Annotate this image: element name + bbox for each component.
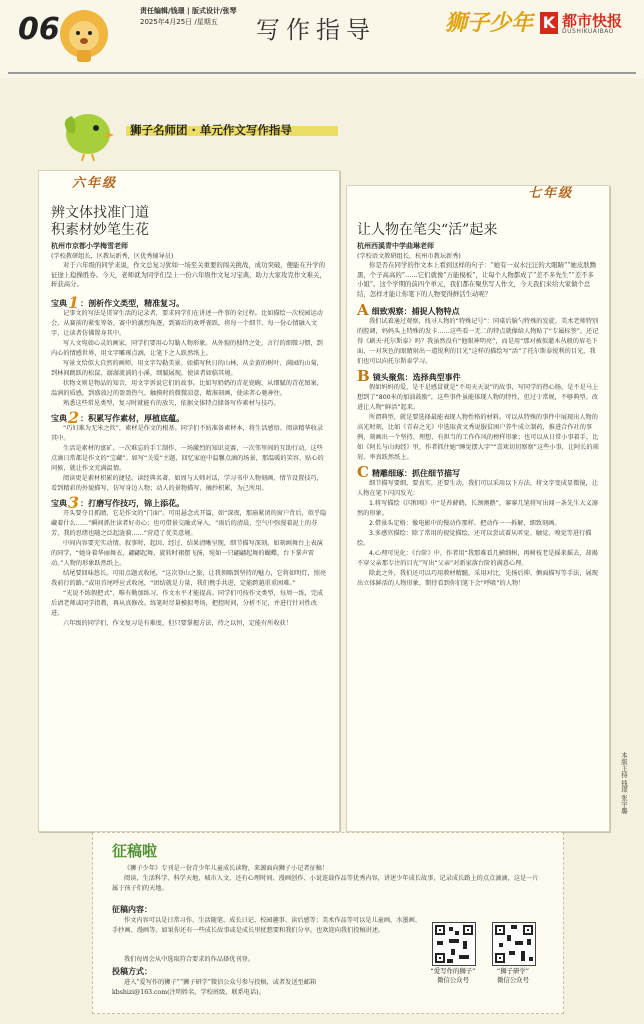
paragraph: 3.多感官描绘：除了常用的视觉描绘，还可以尝试着从听觉、触觉、嗅觉等进行描绘。 — [357, 530, 592, 547]
article-author: 杭州西溪青中学曲琳老师 — [357, 242, 434, 250]
article-author: 杭州市京都小学梅雪老师 — [51, 242, 128, 250]
method-heading — [357, 463, 599, 481]
brand-logotype: 狮子少年 — [445, 10, 534, 36]
paragraph: 记事文的写法是贯穿生活的记录者，要求同学们在讲述一件事的全过程。比如描绘一次校园运动会，从赛前的紧张筹备，赛中的激烈角逐，到赛后的欢呼雀跃，将每一个细节、每一份心情融入文字，让读者仿佛置身其中。 — [51, 309, 323, 337]
treasure-heading — [51, 407, 327, 427]
paragraph: “巧妇难为无米之炊”，素材是作文的根基。同学们不妨准备素材本，将生活感悟、阅读精华收录其中。 — [51, 424, 324, 442]
paragraph: 结尾要回味悠长。可用点题式收尾，“这次登山之旅，让我领略到坚持的魅力，它将如明灯，照亮我前行的路。”或用首尾呼应式收尾，“团结就是力量，我们携手共进，定能跨越重重困难。” — [51, 569, 327, 587]
method-title: 精雕细琢：抓住细节描写 — [371, 469, 460, 478]
qr-label-line1: “狮子研学” — [496, 967, 530, 975]
page-host-credits: 本版主持 钱璟 张宇璐 — [620, 752, 628, 814]
newspaper-name: 都市快报 — [562, 12, 623, 30]
paragraph: 假如妈妈的爱，是不是感冒就是“不用天天说”的故事，写同学的热心肠，是不是马上想到了“800米的加油鼓励”，这些事件虽能体现人物的特性，但过于常规，不够典型。改进让人物“鲜活”起来。 — [357, 384, 599, 411]
header-divider — [8, 72, 636, 74]
treasure-label: 宝典 — [51, 298, 67, 308]
banner-title: 狮子名师团 · 单元作文写作指导 — [130, 123, 292, 137]
treasure-label: 宝典 — [51, 413, 67, 423]
grade6-article-card — [38, 170, 340, 832]
article-title-line2: 积素材妙笔生花 — [51, 222, 149, 238]
method-letter: C — [357, 463, 369, 481]
issue-date: 2025年4月25日 /星期五 — [140, 18, 218, 26]
qr-code-icon[interactable] — [432, 922, 476, 966]
newspaper-logo-mark: K — [540, 12, 558, 34]
qr-label-line2: 微信公众号 — [437, 976, 469, 984]
lion-mascot-icon — [58, 6, 110, 64]
paragraph: 2.借景头定格：像电影中的慢动作那样，把动作一一拆解，细致刻画。 — [369, 520, 561, 527]
paragraph: 除此之外，我们还可以巧用教材精髓，采用对比，先扬后抑、侧面描写等手法，展现出立体鲜活的人物形象，期待看到你们笔下会“呼吸”的人物！ — [357, 570, 598, 587]
paragraph: 我们试着通过观察，找寻人物的“特殊记号”：同桌后脑勺特殊的发旋，美术老师特别的腔调，妈妈头上特殊的发卡……这些看一无二的特点就像给人物贴了“专属标签”。还记得《刷天·托尔斯泰》吗？我虽然没有“他眼神明亮”，而是用“那对被似灌木丛般的眉毛下面，一对灰色的眼睛射出一道锐利的目光”这样的描绘写“活”了托尔斯泰锐利的目光，我们也可以向托尔斯泰学习。 — [357, 318, 599, 365]
bird-mascot-icon — [58, 102, 116, 162]
method-title: 镜头聚焦：选择典型事件 — [372, 373, 461, 382]
paragraph: 写景文恰似大自然的画师，用文字勾勒美景。如描写秋日的山林，从金黄的树叶、满园的山菊，到林间跳跃的松鼠、潺潺流淌的小溪，细腻展现，使读者如临其境。 — [51, 359, 323, 377]
newspaper-pinyin: DUSHIKUAIBAO — [562, 28, 614, 35]
qr-label-line2: 微信公众号 — [497, 976, 529, 984]
paragraph: 所谓典型，就是要选择最能表现人物性格的材料。可以从特殊的事件中展现出人物的高光时刻，比如《青春之光》中选取黄文秀说服贫困户养牛成立制药，推进合作社的事例，刻画出一个坚持、理想、有担当的工作作风的榜样形象；也可以从日常小事着手，比如《阿长与山海经》里，作者抓住她“睡觉摆大字”“喜欢切切察察”这些小事，让阿长的琐屑、率真跃然纸上。 — [357, 414, 599, 461]
paragraph: 细节描写要细，要真实，还要生动。我们可以采用以下方法，将文字变成显微镜，让人物在笔下闪闪发光： — [357, 480, 598, 497]
treasure-number: 2 — [68, 407, 80, 427]
method-heading — [357, 301, 599, 319]
treasure-heading — [51, 292, 327, 312]
qr-label-line1: “爱写作的狮子” — [430, 967, 476, 975]
method-title: 细致观察：捕捉人物特点 — [371, 307, 460, 316]
qr-code-icon[interactable] — [492, 922, 536, 966]
grade7-label: 七年级 — [528, 186, 574, 201]
call-content-heading: 征稿内容： — [112, 905, 152, 914]
qr-label-study — [483, 967, 543, 985]
article-author-unit: (学校语文教研组长，杭州市教坛新秀) — [357, 253, 461, 260]
treasure-label: 宝典 — [51, 498, 67, 508]
article-title: 让人物在笔尖“活”起来 — [357, 222, 498, 238]
article-author-unit: (学校教研组长，区教坛新秀，区优秀辅导员) — [51, 253, 174, 260]
call-submit-heading: 投稿方式： — [112, 967, 152, 976]
call-intro-1: 《狮子少年》专刊是一份青少年儿童成长读物，来源面向狮子小记者征稿！ — [124, 865, 329, 872]
call-submit-text: 进入“爱写作的狮子”“狮子研学”微信公众号参与投稿，或者发送至邮箱 — [124, 979, 317, 986]
treasure-number: 3 — [68, 492, 80, 512]
treasure-heading — [51, 492, 327, 512]
call-content-note: 我们每周会从中选取符合要求的作品择优刊登。 — [124, 956, 254, 963]
method-heading — [357, 367, 599, 385]
article-title-line1: 辨文体找准门道 — [51, 205, 149, 221]
call-title: 征稿啦 — [112, 842, 158, 860]
grade7-article-card — [346, 185, 610, 832]
call-intro-2: 阅读，生活科学、科学天地、城市人文、还有心理时间、漫画创作、小说连载作品等优秀内容，讲述少年成长故事，记录成长路上的点点滴滴，这是一片属于孩子们的天地。 — [112, 875, 539, 892]
paragraph: “光说不练假把式”，唯有勤加练习，作文水平才能提高。同学们可按作文类型，每周一练，完成后请老师或同学指教，再从真修改。练笔时尽量模拟考场，把控时间，分析不足，并进行针对性改进。 — [51, 589, 324, 617]
method-letter: A — [357, 301, 369, 319]
method-letter: B — [357, 367, 370, 385]
paragraph: 中间内容要充实动情。叙事时，起因、经过、结果清晰呈现，细节描写深刻。如刻画舞台上表演的同学，“她身着华丽舞衣，翩翩起舞，旋转时裙摆飞扬，宛如一只翩翩起舞的蝴蝶，台下掌声雷动。”人物的形象跃然纸上。 — [51, 539, 323, 567]
editor-credit: 责任编辑/钱璟 | 版式设计/张琴 — [140, 7, 237, 15]
submission-email[interactable]: kbshizi@163.com(注明姓名、学校班级、联系电话)。 — [112, 989, 265, 996]
paragraph: 生活是素材的富矿。一次难忘的手工制作、一场激烈的知识竞赛，一次邻里间的互助行动，这些点滴日常都是作文的“宝藏”。如写“关爱”主题，回忆家庭中温馨点滴的场景，那温暖的笑容、贴心的问候，就让作文充满温情。 — [51, 444, 324, 472]
treasure-title: ：剖析作文类型，精准复习。 — [80, 298, 185, 308]
paragraph: 4.心理可见化：《台阶》中，作者用“我那难看几横细树，再树枝老是摇来摇去，却揭不穿父亲那专注的目光”写出“父亲”对新家落台阶的满意心理。 — [357, 550, 598, 567]
paragraph: 写人文宛如心灵的画家，同学们要用心勾勒人物形象。从外貌的独特之处，言行的细微习惯，到内心的情感世界，用文字雕琢点滴，让笔下之人跃然纸上。 — [51, 339, 323, 357]
paragraph: 熟悉这些常见类型，复习时就能有的放矢，依据文体特点储备写作素材与技巧。 — [63, 399, 280, 407]
treasure-title: ：积累写作素材，厚植底蕴。 — [80, 413, 185, 423]
paragraph: 六年级的同学们，作文复习是有难度，但只要掌握方法，持之以恒，定能有所收获！ — [63, 619, 292, 627]
article-body — [357, 301, 599, 589]
article-intro: 对于六年级的同学来说，作文总复习犹如一场至关重要的闯关挑战，成功突破，便能在升学的征途上稳操胜券。今天，老师就为同学们呈上一份六年级作文复习宝典，助力大家攻克作文难关，斩获高分。 — [51, 261, 326, 288]
page-number: 06 — [18, 12, 60, 47]
paragraph: 开头要夺目抓睛，它是作文的“门面”。可用悬念式开篇，如“深夜，那扇紧闭的窗户背后，似乎隐藏着什么……”瞬间抓住读者好奇心；也可借景交融式导入，“雨后的清晨，空气中弥漫着泥土的芬芳，我的思绪也随之泛起涟漪……”营造了优美意境。 — [51, 509, 327, 537]
paragraph: 1.将写描绘《闪和嗅》中“是苔藓鹤，长颈澳鹅”，寥寥几笔将写出闻一条先生大义凛然的形象。 — [357, 500, 598, 517]
treasure-number: 1 — [68, 292, 80, 312]
article-body — [51, 292, 327, 629]
grade6-label: 六年级 — [72, 176, 118, 191]
paragraph: 阅读更是素材积累的捷径。读经典名著，如周与大师对话，学习书中人物刻画、情节设置技巧，看到精彩的外貌描写，仿写身边人物；动人的景物描写，摘抄积累，为己所用。 — [51, 474, 323, 492]
paragraph: 状物文则是物品的知音，用文字诉说它们的故事。比如写奶奶的青花瓷碗，从细腻的青花图案、温润的质感，到盛放过的盈盈热气、触摸时的微微凉意，精准刻画，使读者心驰神往。 — [51, 379, 323, 397]
call-content-text: 作文内容可以是日常习作、生活随笔、成长日记、校园趣事、读后感等；美术作品等可以是儿童画、水墨画、手抄画、漫画等。如果你还有一些成长故事或是成长里扰想要和我们分享，也欢迎向我们投稿讲述。 — [112, 917, 421, 934]
qr-label-writing — [423, 967, 483, 985]
treasure-title: ：打磨写作技巧，锦上添花。 — [80, 498, 185, 508]
section-title: 写作指导 — [256, 16, 376, 44]
article-intro: 你是否在同学的作文本上看到这样的句子：“她有一双水汪汪的大眼睛”“她皮肤黝黑，个子高高的”……它们就像“万能模板”，让每个人物都成了“差不多先生”“差不多小姐”。这个学期的前四个单元，我们都在聚焦写人作文，今天我们来给大家做个总结，怎样才能让你笔下的人物变得鲜活生动呢？ — [357, 261, 597, 298]
